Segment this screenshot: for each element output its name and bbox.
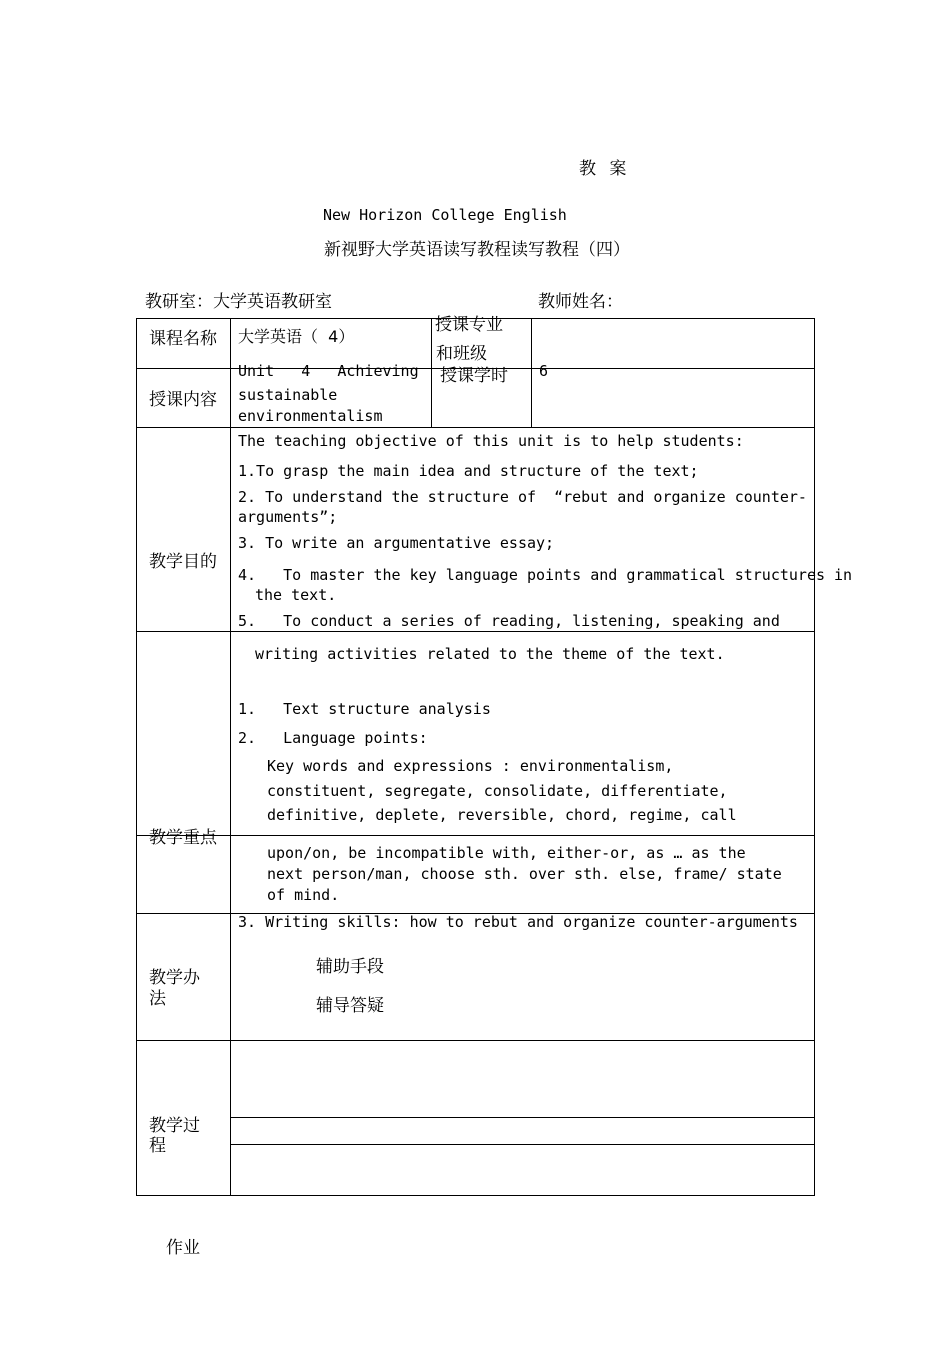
- content-value-line2: sustainable: [238, 386, 338, 404]
- focus-item-3: 3. Writing skills: how to rebut and organize counter-arguments: [238, 913, 798, 931]
- focus-item-2: 2. Language points:: [238, 729, 428, 747]
- table-border-right: [814, 318, 815, 1196]
- teacher-name-label: 教师姓名：: [538, 292, 623, 312]
- table-col-divider: [431, 318, 432, 428]
- focus-keywords-line2: constituent, segregate, consolidate, differentiate,: [267, 782, 728, 800]
- subtitle-chinese: 新视野大学英语读写教程读写教程（四）: [324, 240, 630, 260]
- table-col-divider: [230, 318, 231, 1196]
- hours-value: 6: [539, 362, 549, 380]
- focus-item-1: 1. Text structure analysis: [238, 700, 491, 718]
- document-title: 教 案: [579, 159, 631, 179]
- table-row-divider: [136, 1040, 815, 1041]
- objective-label: 教学目的: [149, 552, 217, 572]
- focus-keywords-line3: definitive, deplete, reversible, chord, regime, call: [267, 806, 737, 824]
- objective-item-2: 2. To understand the structure of “rebut and organize counter-: [238, 488, 807, 506]
- process-label-line1: 教学过: [149, 1116, 200, 1136]
- objective-intro: The teaching objective of this unit is to help students:: [238, 432, 744, 450]
- focus-keywords-line4: upon/on, be incompatible with, either-or, as … as the: [267, 844, 746, 862]
- table-border-bottom: [136, 1195, 815, 1196]
- homework-label: 作业: [166, 1238, 200, 1258]
- method-label-line1: 教学办: [149, 968, 200, 988]
- major-class-label-line2: 和班级: [436, 344, 487, 364]
- table-border-left: [136, 318, 137, 1196]
- focus-keywords-line5: next person/man, choose sth. over sth. else, frame/ state: [267, 865, 782, 883]
- focus-label: 教学重点: [149, 828, 217, 848]
- content-label: 授课内容: [149, 390, 217, 410]
- course-name-label: 课程名称: [149, 329, 217, 349]
- objective-item-4: 4. To master the key language points and grammatical structures in: [238, 566, 853, 584]
- content-value-line1: Unit 4 Achieving: [238, 362, 419, 380]
- table-row-divider: [230, 1144, 815, 1145]
- department-label: 教研室：大学英语教研室: [145, 292, 332, 312]
- table-row-divider: [230, 1117, 815, 1118]
- method-label-line2: 法: [149, 989, 166, 1009]
- objective-item-2-cont: arguments”;: [238, 508, 338, 526]
- process-label-line2: 程: [149, 1136, 166, 1156]
- objective-item-5-cont: writing activities related to the theme of the text.: [255, 645, 725, 663]
- objective-item-3: 3. To write an argumentative essay;: [238, 534, 555, 552]
- major-class-label-line1: 授课专业: [435, 315, 503, 335]
- method-item-tutoring: 辅导答疑: [316, 996, 384, 1016]
- hours-label: 授课学时: [440, 366, 508, 386]
- table-row-divider: [136, 427, 815, 428]
- focus-keywords-line1: Key words and expressions : environmentalism,: [267, 757, 674, 775]
- course-name-value: 大学英语（ 4）: [238, 327, 355, 346]
- table-col-divider: [531, 318, 532, 428]
- table-row-divider: [136, 631, 815, 632]
- objective-item-1: 1.To grasp the main idea and structure of the text;: [238, 462, 699, 480]
- subtitle-english: New Horizon College English: [323, 206, 567, 224]
- focus-keywords-line6: of mind.: [267, 886, 340, 904]
- table-row-divider: [136, 835, 815, 836]
- objective-item-4-cont: the text.: [255, 586, 337, 604]
- content-value-line3: environmentalism: [238, 407, 383, 425]
- objective-item-5: 5. To conduct a series of reading, listening, speaking and: [238, 612, 780, 630]
- method-item-aids: 辅助手段: [316, 957, 384, 977]
